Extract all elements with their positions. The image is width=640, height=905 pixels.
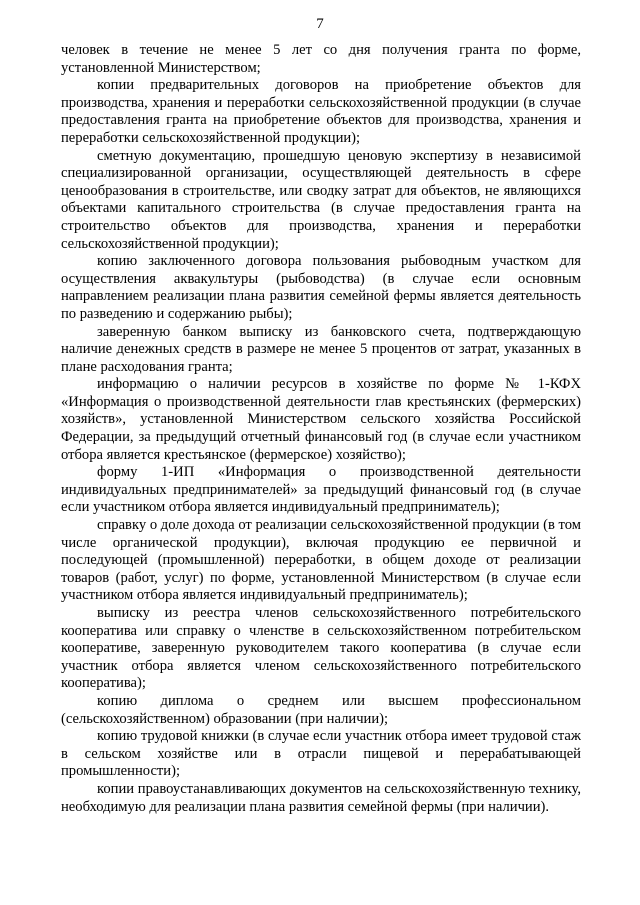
paragraph-diploma-copy: копию диплома о среднем или высшем профессиональном (сельскохозяйственном) образовании (при наличии); bbox=[61, 692, 581, 727]
paragraph-estimate-documentation: сметную документацию, прошедшую ценовую экспертизу в независимой специализированной организации, осуществляющей деятельность в сфере ценообразования в строительстве, или сводку затрат для объектов, не являющихся объектами капитального строительства (в случае предоставления гранта на строительство объектов для производства, хранения и переработки сельскохозяйственной продукции); bbox=[61, 147, 581, 252]
paragraph-preliminary-contracts: копии предварительных договоров на приобретение объектов для производства, хранения и переработки сельскохозяйственной продукции (в случае предоставления гранта на приобретение объектов для производства, хранения и переработки сельскохозяйственной продукции); bbox=[61, 77, 581, 146]
paragraph-bank-statement: заверенную банком выписку из банковского счета, подтверждающую наличие денежных средств в размере не менее 5 процентов от затрат, указанных в плане расходования гранта; bbox=[61, 323, 581, 375]
paragraph-continuation: человек в течение не менее 5 лет со дня получения гранта по форме, установленной Министерством; bbox=[61, 42, 581, 76]
paragraph-form-1-kfkh: информацию о наличии ресурсов в хозяйстве по форме № 1-КФХ «Информация о производственной деятельности глав крестьянских (фермерских) хозяйств», установленной Министерством сельского хозяйства Российской Федерации, за предыдущий отчетный финансовый год (в случае если участником отбора является крестьянское (фермерское) хозяйство); bbox=[61, 376, 581, 463]
paragraph-income-share-certificate: справку о доле дохода от реализации сельскохозяйственной продукции (в том числе органической продукции), включая продукцию ее первичной и последующей (промышленной) переработки, в общем доходе от реализации товаров (работ, услуг) по форме, установленной Министерством (в случае если участником отбора является индивидуальный предприниматель); bbox=[61, 517, 581, 604]
paragraph-employment-record: копию трудовой книжки (в случае если участник отбора имеет трудовой стаж в сельском хозяйстве или в отрасли пищевой и перерабатывающей промышленности); bbox=[61, 728, 581, 780]
paragraph-cooperative-registry-extract: выписку из реестра членов сельскохозяйственного потребительского кооператива или справку о членстве в сельскохозяйственном потребительском кооперативе, заверенную руководителем такого кооператива (в случае если участник отбора является членом сельскохозяйственного потребительского кооператива); bbox=[61, 605, 581, 692]
paragraph-machinery-documents: копии правоустанавливающих документов на сельскохозяйственную технику, необходимую для реализации плана развития семейной фермы (при наличии). bbox=[61, 780, 581, 815]
document-body bbox=[61, 42, 581, 816]
paragraph-form-1-ip: форму 1-ИП «Информация о производственной деятельности индивидуальных предпринимателей» за предыдущий финансовый год (в случае если участником отбора является индивидуальный предприниматель); bbox=[61, 464, 581, 516]
page-number: 7 bbox=[316, 16, 324, 32]
paragraph-fish-farming-contract: копию заключенного договора пользования рыбоводным участком для осуществления аквакультуры (рыбоводства) (в случае если основным направлением реализации плана развития семейной фермы является деятельность по разведению и содержанию рыбы); bbox=[61, 253, 581, 322]
